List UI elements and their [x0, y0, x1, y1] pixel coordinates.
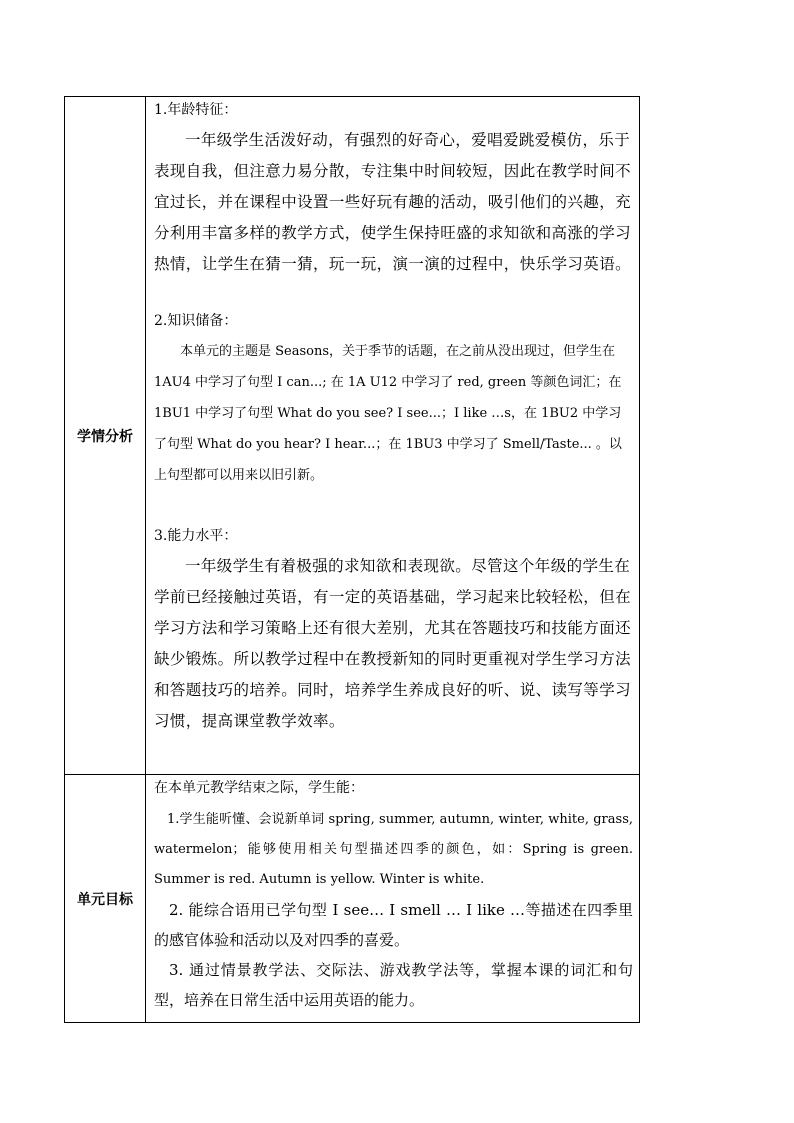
- table-row-analysis: [65, 97, 640, 775]
- row-label-goals: 单元目标: [65, 775, 146, 1023]
- goal-item-3: 3. 通过情景教学法、交际法、游戏教学法等，掌握本课的词汇和句型，培养在日常生活中运用英语的能力。: [154, 961, 633, 1009]
- section-body-ability: 一年级学生有着极强的求知欲和表现欲。尽管这个年级的学生在学前已经接触过英语，有一定的英语基础，学习起来比较轻松，但在学习方法和学习策略上还有很大差别，尤其在答题技巧和技能方面还缺少锻炼。所以教学过程中在教授新知的同时更重视对学生学习方法和答题技巧的培养。同时，培养学生养成良好的听、说、读写等学习习惯，提高课堂教学效率。: [154, 557, 632, 730]
- section-body-age: 一年级学生活泼好动，有强烈的好奇心，爱唱爱跳爱模仿，乐于表现自我，但注意力易分散，专注集中时间较短，因此在教学时间不宜过长，并在课程中设置一些好玩有趣的活动，吸引他们的兴趣，充分利用丰富多样的教学方式，使学生保持旺盛的求知欲和高涨的学习热情，让学生在猜一猜，玩一玩，演一演的过程中，快乐学习英语。: [154, 131, 632, 273]
- section-body-knowledge: 本单元的主题是 Seasons，关于季节的话题，在之前从没出现过，但学生在 1AU4 中学习了句型 I can...; 在 1A U12 中学习了 red, green 等颜色词汇；在 1BU1 中学习了句型 What do you see? I see...；I like …s，在 1BU2 中学习了句型 What do you hear? I hear...；在 1BU3 中学习了 Smell/Taste... 。以上句型都可以用来以旧引新。: [154, 344, 622, 483]
- goal-item-2: 2. 能综合语用已学句型 I see… I smell … I like …等描述在四季里的感官体验和活动以及对四季的喜爱。: [154, 901, 633, 949]
- goal-item-1: 1.学生能听懂、会说新单词 spring, summer, autumn, winter, white, grass, watermelon；能够使用相关句型描述四季的颜色，如：Spring is green. Summer is red. Autumn is yellow. Winter is white.: [154, 812, 633, 887]
- section-heading-knowledge: 2.知识储备：: [154, 313, 238, 329]
- lesson-plan-table: [64, 96, 640, 1023]
- goals-content: [146, 775, 640, 1023]
- spacer: [154, 280, 633, 310]
- goals-intro: 在本单元教学结束之际，学生能：: [154, 780, 364, 796]
- analysis-content: [146, 97, 640, 775]
- table-row-goals: [65, 775, 640, 1023]
- section-heading-age: 1.年龄特征：: [154, 102, 238, 118]
- row-label-analysis: 学情分析: [65, 97, 146, 775]
- spacer: [154, 491, 633, 525]
- section-heading-ability: 3.能力水平：: [154, 528, 238, 544]
